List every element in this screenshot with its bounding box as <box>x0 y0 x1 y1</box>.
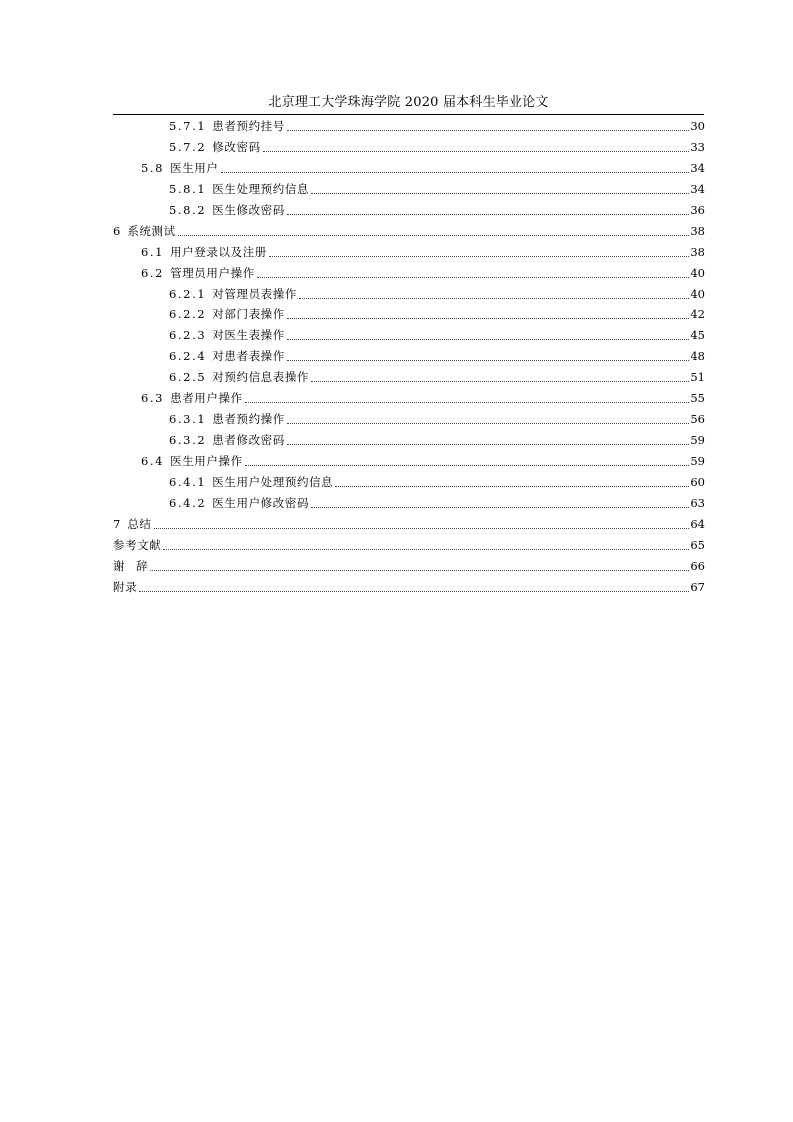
toc-entry[interactable] <box>113 346 705 367</box>
toc-entry-number: 6.2.3 <box>169 328 207 343</box>
toc-entry-number: 5.8.2 <box>169 202 207 217</box>
toc-entry-title: 医生修改密码 <box>212 202 285 217</box>
toc-entry[interactable] <box>113 388 705 409</box>
toc-entry-page-number: 30 <box>690 119 705 133</box>
toc-entry-title: 患者预约挂号 <box>212 119 285 133</box>
toc-dot-leader <box>287 117 689 131</box>
toc-entry-number: 5.8 <box>141 160 165 175</box>
page-header: 北京理工大学珠海学院 2020 届本科生毕业论文 <box>268 95 549 110</box>
toc-entry[interactable] <box>113 325 705 346</box>
toc-entry-title: 对预约信息表操作 <box>212 370 310 385</box>
toc-dot-leader <box>287 326 689 340</box>
toc-entry-page-number: 36 <box>690 202 705 217</box>
toc-entry-number: 6 <box>113 223 121 238</box>
toc-entry-title: 对医生表操作 <box>212 328 285 343</box>
toc-entry-title: 患者预约操作 <box>212 412 285 427</box>
toc-entry-page-number: 40 <box>690 265 705 280</box>
toc-entry-page-number: 65 <box>690 537 705 552</box>
toc-entry-title: 对管理员表操作 <box>212 286 297 301</box>
toc-dot-leader <box>269 243 689 257</box>
toc-entry-title: 医生用户操作 <box>170 454 243 468</box>
toc-dot-leader <box>245 452 690 466</box>
toc-entry[interactable] <box>113 116 705 137</box>
toc-entry-page-number: 33 <box>690 139 705 154</box>
toc-entry[interactable] <box>113 493 705 514</box>
toc-entry-title: 医生用户 <box>170 160 219 175</box>
toc-entry-number: 6.4 <box>141 454 165 468</box>
toc-entry-title: 患者修改密码 <box>212 433 285 448</box>
toc-entry-number: 5.7.2 <box>169 139 207 154</box>
toc-entry-page-number: 56 <box>690 412 705 427</box>
toc-entry-page-number: 59 <box>690 454 705 468</box>
toc-entry-title: 患者用户操作 <box>170 391 243 406</box>
toc-entry-number: 6.2.4 <box>169 349 207 364</box>
toc-entry-number: 6.4.1 <box>169 474 207 489</box>
toc-entry[interactable] <box>113 514 705 535</box>
toc-entry[interactable] <box>113 577 705 598</box>
toc-entry-page-number: 34 <box>690 181 705 196</box>
toc-entry[interactable] <box>113 409 705 430</box>
toc-entry-title: 管理员用户操作 <box>170 265 255 280</box>
toc-entry[interactable] <box>113 556 705 577</box>
toc-dot-leader <box>257 264 690 278</box>
toc-entry[interactable] <box>113 430 705 451</box>
toc-dot-leader <box>163 536 689 550</box>
toc-dot-leader <box>178 222 690 236</box>
toc-entry-number: 6.3.2 <box>169 433 207 448</box>
toc-entry-number: 7 <box>113 516 121 531</box>
toc-entry-page-number: 66 <box>690 558 705 573</box>
toc-entry[interactable] <box>113 451 705 472</box>
toc-entry[interactable] <box>113 284 705 305</box>
toc-entry[interactable] <box>113 158 705 179</box>
toc-entry-page-number: 42 <box>690 307 705 322</box>
toc-entry-page-number: 60 <box>690 474 705 489</box>
toc-dot-leader <box>154 515 690 529</box>
toc-entry[interactable] <box>113 535 705 556</box>
toc-dot-leader <box>311 494 689 508</box>
toc-entry-title: 总结 <box>127 516 152 531</box>
toc-dot-leader <box>287 431 689 445</box>
toc-entry[interactable] <box>113 221 705 242</box>
toc-dot-leader <box>311 180 689 194</box>
toc-dot-leader <box>287 201 689 215</box>
toc-entry-number: 6.2.2 <box>169 307 207 322</box>
toc-entry[interactable] <box>113 242 705 263</box>
toc-entry[interactable] <box>113 472 705 493</box>
toc-dot-leader <box>150 557 690 571</box>
toc-entry-page-number: 45 <box>690 328 705 343</box>
toc-entry-title: 修改密码 <box>212 139 261 154</box>
toc-dot-leader <box>287 410 689 424</box>
toc-entry[interactable] <box>113 179 705 200</box>
toc-dot-leader <box>221 159 690 173</box>
toc-entry-title: 系统测试 <box>127 223 176 238</box>
toc-entry-number: 6.2 <box>141 265 165 280</box>
toc-entry-number: 6.2.1 <box>169 286 207 301</box>
toc-entry-number: 5.7.1 <box>169 119 207 133</box>
toc-dot-leader <box>245 389 690 403</box>
toc-entry-number: 6.2.5 <box>169 370 207 385</box>
toc-entry[interactable] <box>113 304 705 325</box>
toc-entry-page-number: 63 <box>690 495 705 510</box>
toc-entry-number: 6.3 <box>141 391 165 406</box>
toc-entry[interactable] <box>113 200 705 221</box>
toc-entry-page-number: 51 <box>690 370 705 385</box>
toc-entry-title: 对部门表操作 <box>212 307 285 322</box>
toc-entry-page-number: 34 <box>690 160 705 175</box>
toc-entry-number: 6.1 <box>141 244 165 259</box>
toc-entry-title: 谢 辞 <box>113 558 148 573</box>
table-of-contents <box>113 116 705 598</box>
toc-dot-leader <box>287 347 689 361</box>
toc-dot-leader <box>287 305 689 319</box>
toc-entry-page-number: 67 <box>690 579 705 594</box>
toc-entry-number: 5.8.1 <box>169 181 207 196</box>
header-rule <box>113 114 704 115</box>
toc-entry-title: 参考文献 <box>113 537 162 552</box>
toc-entry-title: 对患者表操作 <box>212 349 285 364</box>
toc-entry-page-number: 59 <box>690 433 705 448</box>
toc-dot-leader <box>311 368 689 382</box>
toc-entry[interactable] <box>113 367 705 388</box>
toc-entry-number: 6.3.1 <box>169 412 207 427</box>
toc-entry-page-number: 64 <box>690 516 705 531</box>
toc-entry-title: 医生用户处理预约信息 <box>212 474 334 489</box>
toc-entry[interactable] <box>113 263 705 284</box>
toc-entry-title: 附录 <box>113 579 138 594</box>
toc-entry-page-number: 55 <box>690 391 705 406</box>
toc-dot-leader <box>335 473 689 487</box>
toc-entry-page-number: 38 <box>690 244 705 259</box>
toc-dot-leader <box>139 578 689 592</box>
toc-entry-page-number: 48 <box>690 349 705 364</box>
toc-entry-title: 医生处理预约信息 <box>212 181 310 196</box>
toc-entry-page-number: 40 <box>690 286 705 301</box>
toc-dot-leader <box>263 138 690 152</box>
toc-entry-number: 6.4.2 <box>169 495 207 510</box>
toc-entry[interactable] <box>113 137 705 158</box>
toc-dot-leader <box>299 285 689 299</box>
toc-entry-page-number: 38 <box>690 223 705 238</box>
toc-entry-title: 医生用户修改密码 <box>212 495 310 510</box>
toc-entry-title: 用户登录以及注册 <box>170 244 267 259</box>
